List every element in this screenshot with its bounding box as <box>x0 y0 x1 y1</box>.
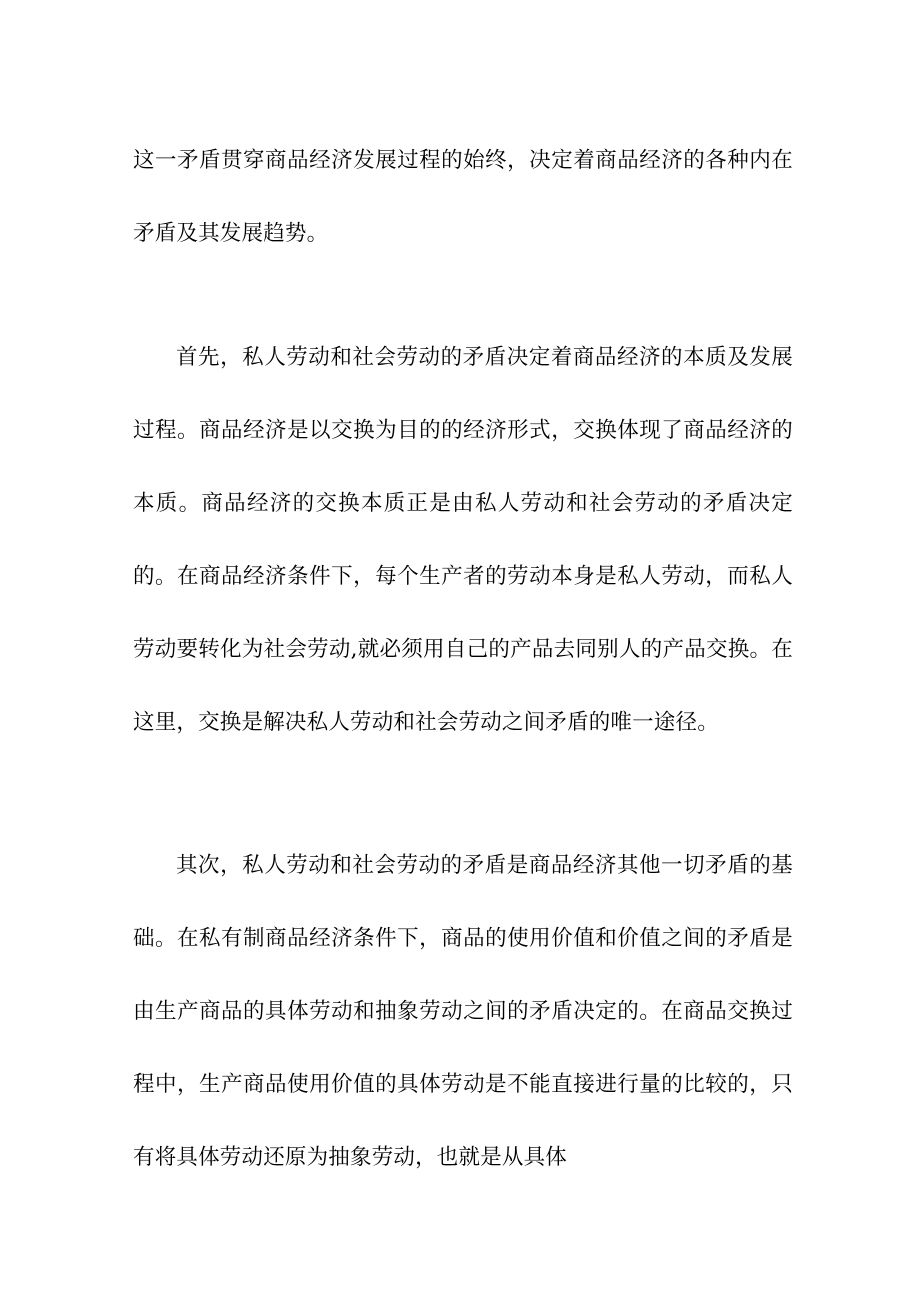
paragraph-2: 首先，私人劳动和社会劳动的矛盾决定着商品经济的本质及发展过程。商品经济是以交换为目的的经济形式，交换体现了商品经济的本质。商品经济的交换本质正是由私人劳动和社会劳动的矛盾决定的。在商品经济条件下，每个生产者的劳动本身是私人劳动，而私人劳动要转化为社会劳动,就必须用自己的产品去同别人的产品交换。在这里，交换是解决私人劳动和社会劳动之间矛盾的唯一途径。 <box>133 345 793 735</box>
paragraph-1: 这一矛盾贯穿商品经济发展过程的始终，决定着商品经济的各种内在矛盾及其发展趋势。 <box>133 148 793 246</box>
paragraph-3: 其次，私人劳动和社会劳动的矛盾是商品经济其他一切矛盾的基础。在私有制商品经济条件下，商品的使用价值和价值之间的矛盾是由生产商品的具体劳动和抽象劳动之间的矛盾决定的。在商品交换过程中，生产商品使用价值的具体劳动是不能直接进行量的比较的，只有将具体劳动还原为抽象劳动，也就是从具体 <box>133 853 793 1170</box>
